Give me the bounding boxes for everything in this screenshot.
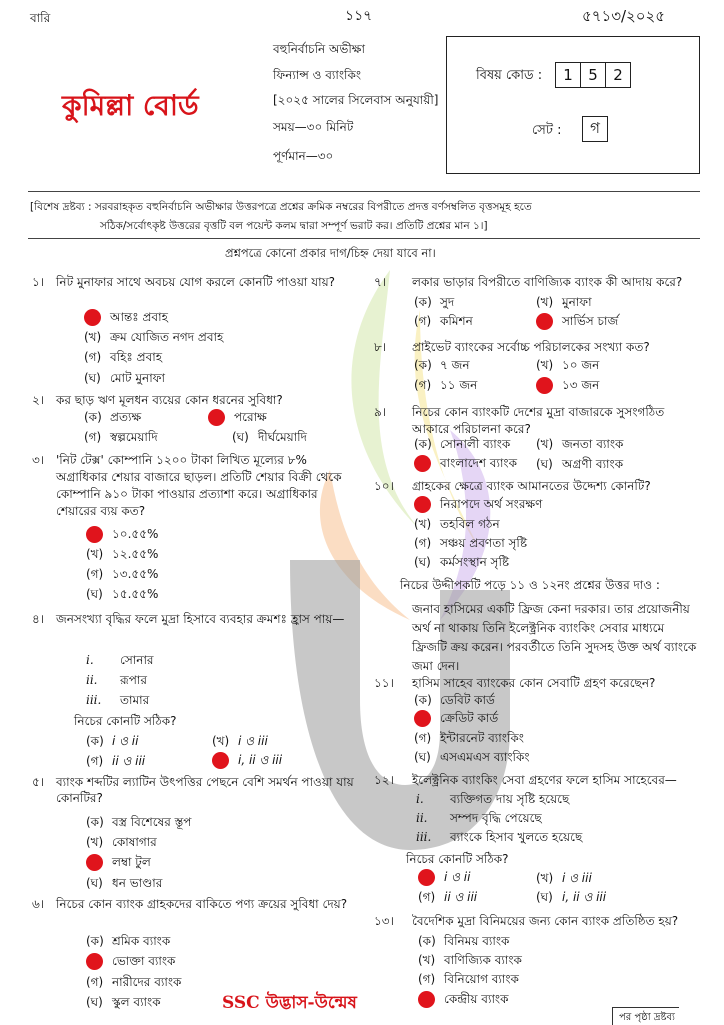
option[interactable]: লম্বা টুল xyxy=(86,854,151,871)
set-value: গ xyxy=(582,116,608,142)
statement: i. সোনার xyxy=(86,653,154,667)
option[interactable]: (খ) তহবিল গঠন xyxy=(414,517,500,531)
answer-mark xyxy=(208,409,225,426)
question-number: ২। xyxy=(32,393,45,407)
option[interactable]: (গ) ১১ জন xyxy=(414,378,478,392)
question-text: গ্রাহকের ক্ষেত্রে ব্যাংক আমানতের উদ্দেশ্য কোনটি? xyxy=(412,479,651,493)
option[interactable]: (ক) শ্রমিক ব্যাংক xyxy=(86,934,171,948)
question-number: ৮। xyxy=(374,340,387,354)
option[interactable]: (খ) i ও iii xyxy=(212,734,268,748)
question-text: কর ছাড় ঋণ মূলধন ব্যয়ের কোন ধরনের সুবিধা? xyxy=(56,393,283,407)
question-number: ৪। xyxy=(32,612,45,626)
option[interactable]: i ও ii xyxy=(418,869,470,886)
option[interactable]: (গ) ১৩.৫৫% xyxy=(86,567,159,581)
statement: ii. রূপার xyxy=(86,673,147,687)
code-box xyxy=(446,36,700,174)
option[interactable]: (গ) ii ও iii xyxy=(86,754,146,768)
statement: i. ব্যক্তিগত দায় সৃষ্টি হয়েছে xyxy=(416,792,570,806)
question-text: জনসংখ্যা বৃদ্ধির ফলে মুদ্রা হিসাবে ব্যবহার ক্রমশঃ হ্রাস পায়— xyxy=(56,612,345,626)
statement: iii. তামার xyxy=(86,693,150,707)
question-text: 'নিট টেক্স' কোম্পানি ১২০০ টাকা লিখিত মূল্যের ৮% অগ্রাধিকার শেয়ার বাজারে ছাড়ল। প্রতিটি শেয়ার বিক্রী থেকে কোম্পানি ৯১০ টাকা পাওয়ার প্রত্যাশা করে। অগ্রাধিকার শেয়ারের ব্যয় কত? xyxy=(56,453,342,518)
instruction-line-1: [বিশেষ দ্রষ্টব্য : সরবরাহকৃত বহুনির্বাচনি অভীক্ষার উত্তরপত্রে প্রশ্নের ক্রমিক নম্বরের বিপরীতে প্রদত্ত বর্ণসম্বলিত বৃত্তসমূহ হতে xyxy=(30,201,532,213)
option[interactable]: (গ) ii ও iii xyxy=(418,890,478,904)
option[interactable]: ১০.৫৫% xyxy=(86,526,158,543)
subject-code-label: বিষয় কোড : xyxy=(476,68,543,83)
option[interactable]: (ঘ) i, ii ও iii xyxy=(536,890,607,904)
option[interactable]: (ঘ) কর্মসংস্থান সৃষ্টি xyxy=(414,555,510,569)
divider xyxy=(28,238,700,239)
option[interactable]: (খ) ক্রম যোজিত নগদ প্রবাহ xyxy=(84,330,224,344)
question-text: প্রাইভেট ব্যাংকের সর্বোচ্চ পরিচালকের সংখ্যা কত? xyxy=(412,340,650,354)
option[interactable]: (গ) বিনিয়োগ ব্যাংক xyxy=(418,972,519,986)
option[interactable]: ক্রেডিট কার্ড xyxy=(414,710,498,727)
answer-mark xyxy=(414,496,431,513)
question-text: হাসিম সাহেব ব্যাংকের কোন সেবাটি গ্রহণ করেছেন? xyxy=(412,676,656,690)
subject-code-digit: 1 xyxy=(555,62,581,88)
answer-mark xyxy=(414,455,431,472)
question-number: ১২। xyxy=(374,773,394,787)
exam-code: ৫৭১৩/২০২৫ xyxy=(582,7,666,25)
option[interactable]: (ঘ) অগ্রণী ব্যাংক xyxy=(536,457,624,471)
option[interactable]: (ক) i ও ii xyxy=(86,734,139,748)
syllabus-note: [২০২৫ সালের সিলেবাস অনুযায়ী] xyxy=(273,93,439,107)
answer-mark xyxy=(418,991,435,1008)
option[interactable]: বাংলাদেশ ব্যাংক xyxy=(414,455,517,472)
option[interactable]: (ক) ৭ জন xyxy=(414,358,470,372)
page-number: ১১৭ xyxy=(345,8,373,24)
subject-code-digit: 2 xyxy=(606,62,631,88)
option[interactable]: ১৩ জন xyxy=(536,377,599,394)
option[interactable]: (ঘ) মোট মুনাফা xyxy=(84,371,165,385)
stem-intro: নিচের উদ্দীপকটি পড়ে ১১ ও ১২নং প্রশ্নের উত্তর দাও : xyxy=(400,578,660,592)
question-number: ৯। xyxy=(374,405,387,419)
answer-mark xyxy=(86,854,103,871)
option[interactable]: (খ) মুনাফা xyxy=(536,295,592,309)
option[interactable]: ভোক্তা ব্যাংক xyxy=(86,953,175,970)
option[interactable]: (ঘ) ১৫.৫৫% xyxy=(86,587,159,601)
option[interactable]: (খ) ১০ জন xyxy=(536,358,600,372)
set-label: সেট : xyxy=(532,123,562,138)
footer-brand: SSC উদ্ভাস-উন্মেষ xyxy=(222,993,357,1013)
option[interactable]: (ক) প্রত্যক্ষ xyxy=(84,410,142,424)
question-text: ইলেক্ট্রনিক ব্যাংকিং সেবা গ্রহণের ফলে হাসিম সাহেবের— xyxy=(412,773,677,787)
question-number: ৩। xyxy=(32,453,45,467)
option[interactable]: (ঘ) দীর্ঘমেয়াদি xyxy=(232,430,307,444)
answer-mark xyxy=(86,953,103,970)
answer-mark xyxy=(84,309,101,326)
option[interactable]: (গ) ইন্টারনেট ব্যাংকিং xyxy=(414,731,524,745)
instruction-line-2: সঠিক/সর্বোৎকৃষ্ট উত্তরের বৃত্তটি বল পয়েন্ট কলম দ্বারা সম্পূর্ণ ভরাট কর। প্রতিটি প্রশ্নের মান ১।] xyxy=(100,220,488,232)
question-number: ১। xyxy=(32,275,45,289)
answer-mark xyxy=(536,377,553,394)
left-tag: বারি xyxy=(30,11,51,25)
answer-mark xyxy=(418,869,435,886)
answer-mark xyxy=(414,710,431,727)
question-text: নিচের কোন ব্যাংকটি দেশের মুদ্রা বাজারকে সুসংগঠিত আকারে পরিচালনা করে? xyxy=(412,405,665,436)
option[interactable]: (ঘ) ধন ভাণ্ডার xyxy=(86,876,163,890)
option[interactable]: সার্ভিস চার্জ xyxy=(536,313,618,330)
option[interactable]: (ঘ) এসএমএস ব্যাংকিং xyxy=(414,750,530,764)
next-page-note: পর পৃষ্ঠা দ্রষ্টব্য xyxy=(612,1007,679,1025)
option[interactable]: কেন্দ্রীয় ব্যাংক xyxy=(418,991,509,1008)
which-correct: নিচের কোনটি সঠিক? xyxy=(406,852,509,866)
question-number: ১১। xyxy=(374,676,394,690)
board-title: কুমিল্লা বোর্ড xyxy=(62,89,199,122)
option[interactable]: (ক) বস্ত্র বিশেষের স্তূপ xyxy=(86,815,192,829)
question-text: নিট মুনাফার সাথে অবচয় যোগ করলে কোনটি পাওয়া যায়? xyxy=(56,275,336,289)
question-text: নিচের কোন ব্যাংক গ্রাহকদের বাকিতে পণ্য ক্রয়ের সুবিধা দেয়? xyxy=(56,897,348,911)
option[interactable]: পরোক্ষ xyxy=(208,409,267,426)
option[interactable]: (গ) সঞ্চয় প্রবণতা সৃষ্টি xyxy=(414,536,528,550)
option[interactable]: (ক) বিনিময় ব্যাংক xyxy=(418,934,510,948)
option[interactable]: (খ) ১২.৫৫% xyxy=(86,547,159,561)
question-number: ৫। xyxy=(32,775,45,789)
divider xyxy=(28,191,700,192)
statement: ii. সম্পদ বৃদ্ধি পেয়েছে xyxy=(416,811,542,825)
answer-mark xyxy=(536,313,553,330)
statement: iii. ব্যাংকে হিসাব খুলতে হয়েছে xyxy=(416,830,583,844)
stem-text: জনাব হাসিমের একটি ফ্রিজ কেনা দরকার। তার প্রয়োজনীয় অর্থ না থাকায় তিনি ইলেক্ট্রনিক ব্যাংকিং সেবার মাধ্যমে ফ্রিজটি ক্রয় করেন। পরবর্তীতে তিনি সুদসহ উক্ত অর্থ ব্যাংকে জমা দেন। xyxy=(412,602,697,673)
exam-time: সময়—৩০ মিনিট xyxy=(273,120,354,134)
question-text: ব্যাংক শব্দটির ল্যাটিন উৎপত্তির পেছনে বেশি সমর্থন পাওয়া যায় কোনটির? xyxy=(56,775,354,805)
question-number: ১০। xyxy=(374,479,394,493)
option[interactable]: (খ) বাণিজ্যিক ব্যাংক xyxy=(418,953,522,967)
full-marks: পূর্ণমান—৩০ xyxy=(273,149,334,163)
option[interactable]: (ঘ) স্কুল ব্যাংক xyxy=(86,995,161,1009)
question-number: ৬। xyxy=(32,897,45,911)
option[interactable]: (ক) সোনালী ব্যাংক xyxy=(414,437,511,451)
question-number: ১৩। xyxy=(374,914,394,928)
option[interactable]: (ক) সুদ xyxy=(414,295,455,309)
subject-code-digit: 5 xyxy=(581,62,606,88)
option[interactable]: নিরাপদে অর্থ সংরক্ষণ xyxy=(414,496,542,513)
option[interactable]: (গ) বহিঃ প্রবাহ xyxy=(84,350,163,364)
subject-code-digits xyxy=(555,62,631,88)
option[interactable]: (গ) স্বল্পমেয়াদি xyxy=(84,430,158,444)
option[interactable]: i, ii ও iii xyxy=(212,752,282,769)
question-text: বৈদেশিক মুদ্রা বিনিময়ের জন্য কোন ব্যাংক প্রতিষ্ঠিত হয়? xyxy=(412,914,679,928)
option[interactable]: আন্তঃ প্রবাহ xyxy=(84,309,168,326)
option[interactable]: (গ) কমিশন xyxy=(414,314,473,328)
no-mark-note: প্রশ্নপত্রে কোনো প্রকার দাগ/চিহ্ন দেয়া যাবে না। xyxy=(225,246,436,260)
option[interactable]: (খ) কোষাগার xyxy=(86,835,157,849)
answer-mark xyxy=(212,752,229,769)
answer-mark xyxy=(86,526,103,543)
option[interactable]: (ক) ডেবিট কার্ড xyxy=(414,693,495,707)
subject-name: ফিন্যান্স ও ব্যাংকিং xyxy=(273,68,362,82)
option[interactable]: (খ) i ও iii xyxy=(536,871,592,885)
option[interactable]: (খ) জনতা ব্যাংক xyxy=(536,437,624,451)
option[interactable]: (গ) নারীদের ব্যাংক xyxy=(86,975,182,989)
exam-type: বহুনির্বাচনি অভীক্ষা xyxy=(273,42,365,56)
question-number: ৭। xyxy=(374,275,387,289)
question-text: লকার ভাড়ার বিপরীতে বাণিজ্যিক ব্যাংক কী আদায় করে? xyxy=(412,275,683,289)
which-correct: নিচের কোনটি সঠিক? xyxy=(74,714,177,728)
